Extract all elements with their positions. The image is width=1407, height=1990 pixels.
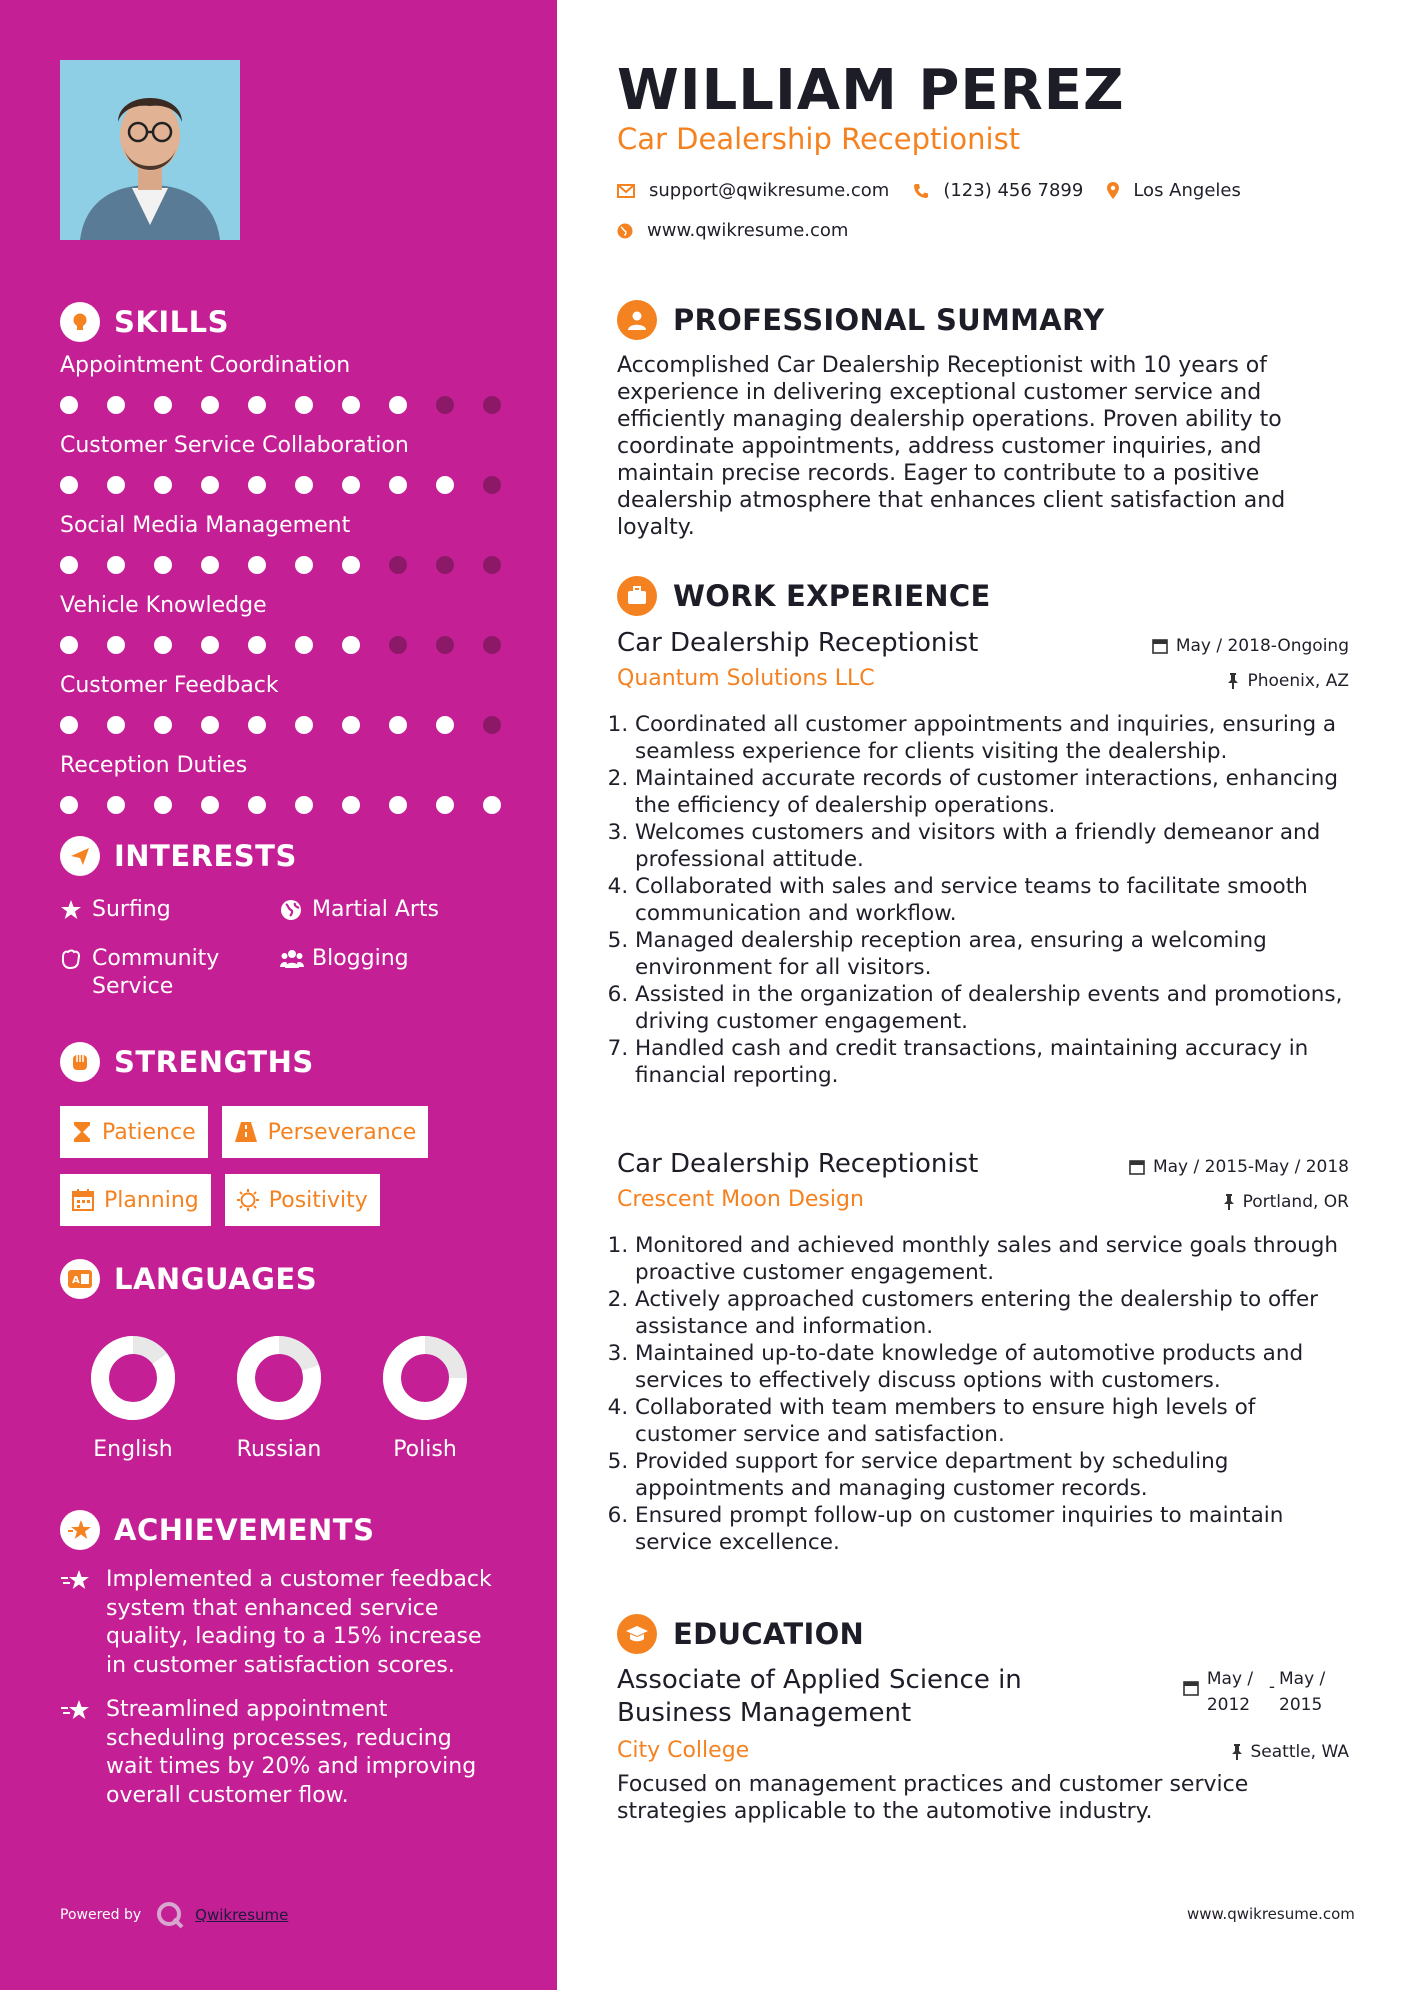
rating-dot-filled [436, 476, 454, 494]
job-location [1227, 671, 1349, 691]
skill-item [60, 512, 530, 574]
job-dates [1129, 1157, 1349, 1177]
rating-dot-filled [60, 396, 78, 414]
contact-location: Los Angeles [1133, 180, 1241, 201]
skills-title: SKILLS [114, 305, 229, 339]
rating-dot-filled [107, 796, 125, 814]
contact-row [617, 180, 1241, 201]
education-start: May / 2012 [1206, 1669, 1254, 1715]
powered-by [60, 1900, 288, 1930]
contact-email[interactable]: support@qwikresume.com [649, 180, 890, 201]
rating-dot-filled [248, 716, 266, 734]
job-company: Crescent Moon Design [617, 1187, 864, 1212]
powered-brand-link[interactable]: Qwikresume [195, 1906, 289, 1924]
pushpin-icon [1227, 673, 1239, 689]
rating-dot-filled [295, 636, 313, 654]
duty-item: 2. Maintained accurate records of customer interactions, enhancing the efficiency of dealership operations. [635, 765, 1349, 819]
rating-dot-filled [389, 796, 407, 814]
rating-dot-filled [107, 556, 125, 574]
rating-dot-filled [436, 796, 454, 814]
rating-dot-filled [436, 716, 454, 734]
rating-dot-empty [389, 556, 407, 574]
language-ring [90, 1335, 176, 1421]
interest-item [280, 896, 500, 929]
rating-dot-filled [389, 396, 407, 414]
language-ring [382, 1335, 468, 1421]
interest-label: Martial Arts [312, 897, 440, 922]
rating-dot-filled [60, 796, 78, 814]
job-title: Car Dealership Receptionist [617, 1149, 979, 1179]
skill-item [60, 752, 530, 814]
language-item [206, 1335, 352, 1462]
duty-item: 4. Collaborated with team members to ensure high levels of customer service and satisfaction. [635, 1394, 1349, 1448]
rating-dot-filled [154, 636, 172, 654]
job-location [1223, 1192, 1349, 1212]
skill-rating [60, 556, 530, 574]
group-icon [280, 945, 312, 978]
rating-dot-filled [342, 396, 360, 414]
job-dates-text: May / 2015-May / 2018 [1152, 1157, 1349, 1177]
duty-item: 2. Actively approached customers entering the dealership to offer assistance and information. [635, 1286, 1349, 1340]
rating-dot-filled [389, 476, 407, 494]
rating-dot-filled [342, 476, 360, 494]
strength-label: Perseverance [267, 1119, 417, 1145]
svg-text:A: A [72, 1275, 80, 1286]
rating-dot-filled [201, 796, 219, 814]
interest-label: Surfing [92, 897, 171, 922]
achievement-item [60, 1566, 500, 1680]
footer-url[interactable]: www.qwikresume.com [1187, 1905, 1355, 1923]
strengths-title: STRENGTHS [114, 1045, 314, 1079]
skill-label: Vehicle Knowledge [60, 593, 267, 618]
rating-dot-filled [295, 716, 313, 734]
strength-tag [60, 1174, 211, 1226]
summary-title: PROFESSIONAL SUMMARY [673, 303, 1105, 337]
skill-label: Appointment Coordination [60, 353, 351, 378]
rating-dot-filled [201, 396, 219, 414]
education-degree: Associate of Applied Science in Business Management [617, 1665, 1022, 1728]
award-star-icon [60, 1510, 100, 1550]
road-icon [234, 1121, 258, 1143]
education-location [1231, 1742, 1350, 1762]
rating-dot-filled [342, 796, 360, 814]
job-entry [617, 628, 1349, 1089]
interest-label: Community Service [92, 946, 220, 999]
strength-tag [222, 1106, 429, 1158]
skill-label: Social Media Management [60, 513, 351, 538]
skill-rating [60, 396, 530, 414]
skill-item [60, 352, 530, 414]
education-header [617, 1614, 864, 1654]
rating-dot-filled [107, 636, 125, 654]
language-label: Polish [393, 1437, 457, 1462]
skill-item [60, 672, 530, 734]
skill-item [60, 432, 530, 494]
rating-dot-filled [154, 716, 172, 734]
duty-item: 5. Provided support for service department by scheduling appointments and managing customer records. [635, 1448, 1349, 1502]
rating-dot-empty [436, 636, 454, 654]
rating-dot-empty [483, 476, 501, 494]
strength-label: Patience [102, 1119, 196, 1145]
calendar-icon [1183, 1680, 1199, 1696]
job-title: Car Dealership Receptionist [617, 628, 979, 658]
achievements-section [60, 1508, 500, 1810]
duty-item: 4. Collaborated with sales and service teams to facilitate smooth communication and workflow. [635, 873, 1349, 927]
phone-icon [913, 183, 929, 199]
languages-title: LANGUAGES [114, 1262, 318, 1296]
rating-dot-filled [248, 636, 266, 654]
interest-item [280, 945, 500, 1001]
rating-dot-filled [483, 796, 501, 814]
lightbulb-icon [60, 302, 100, 342]
graduation-icon [617, 1614, 657, 1654]
rating-dot-filled [60, 716, 78, 734]
rating-dot-filled [154, 476, 172, 494]
rating-dot-filled [201, 556, 219, 574]
interest-label: Blogging [312, 946, 409, 971]
rating-dot-filled [60, 556, 78, 574]
education-end: May / 2015 [1279, 1669, 1326, 1715]
achievements-title: ACHIEVEMENTS [114, 1513, 375, 1547]
globe-icon [280, 896, 312, 929]
duty-item: 1. Monitored and achieved monthly sales and service goals through proactive customer engagement. [635, 1232, 1349, 1286]
qwikresume-logo-icon [155, 1900, 185, 1930]
skill-rating [60, 636, 530, 654]
interest-item [60, 945, 280, 1001]
rating-dot-filled [107, 716, 125, 734]
summary-header [617, 300, 1104, 340]
date-separator: - [1268, 1677, 1275, 1697]
duty-item: 3. Maintained up-to-date knowledge of automotive products and services to effectively discuss options with customers. [635, 1340, 1349, 1394]
shooting-star-icon [60, 1696, 106, 1810]
job-dates [1152, 636, 1349, 656]
job-entry [617, 1149, 1349, 1556]
candidate-role: Car Dealership Receptionist [617, 122, 1021, 156]
duty-item: 6. Assisted in the organization of dealership events and promotions, driving customer engagement. [635, 981, 1349, 1035]
rating-dot-empty [436, 396, 454, 414]
rating-dot-filled [201, 476, 219, 494]
contact-website[interactable]: www.qwikresume.com [647, 220, 849, 241]
rating-dot-filled [107, 396, 125, 414]
achievement-item [60, 1696, 500, 1810]
powered-prefix: Powered by [60, 1907, 142, 1923]
duty-item: 6. Ensured prompt follow-up on customer inquiries to maintain service excellence. [635, 1502, 1349, 1556]
education-title: EDUCATION [673, 1617, 865, 1651]
paper-plane-icon [60, 836, 100, 876]
language-item [352, 1335, 498, 1462]
calendar-icon [72, 1189, 94, 1211]
calendar-icon [1129, 1159, 1145, 1175]
rating-dot-filled [201, 716, 219, 734]
job-company: Quantum Solutions LLC [617, 666, 875, 691]
hourglass-icon [72, 1121, 92, 1143]
job-duties [617, 1232, 1349, 1556]
rating-dot-filled [201, 636, 219, 654]
translate-icon [60, 1259, 100, 1299]
rating-dot-filled [248, 796, 266, 814]
skill-rating [60, 476, 530, 494]
rating-dot-filled [60, 636, 78, 654]
education-entry [617, 1664, 1349, 1825]
rating-dot-filled [342, 636, 360, 654]
skill-rating [60, 796, 530, 814]
strengths-section [60, 1040, 500, 1242]
rating-dot-filled [248, 556, 266, 574]
rating-dot-filled [295, 796, 313, 814]
duty-item: 7. Handled cash and credit transactions, maintaining accuracy in financial reporting. [635, 1035, 1349, 1089]
strength-label: Planning [104, 1187, 199, 1213]
rating-dot-filled [389, 716, 407, 734]
rating-dot-filled [295, 556, 313, 574]
star-icon [60, 896, 92, 929]
sidebar [0, 0, 557, 1990]
interests-section [60, 834, 500, 1001]
briefcase-icon [617, 576, 657, 616]
duty-item: 1. Coordinated all customer appointments and inquiries, ensuring a seamless experience for clients visiting the dealership. [635, 711, 1349, 765]
education-location-text: Seattle, WA [1250, 1742, 1349, 1762]
strength-label: Positivity [268, 1187, 368, 1213]
avatar [60, 60, 240, 240]
language-item [60, 1335, 206, 1462]
achievement-text: Implemented a customer feedback system that enhanced service quality, leading to a 15% increase in customer satisfaction scores. [106, 1567, 492, 1678]
job-dates-text: May / 2018-Ongoing [1175, 636, 1349, 656]
duty-item: 5. Managed dealership reception area, ensuring a welcoming environment for all visitors. [635, 927, 1349, 981]
rating-dot-filled [342, 716, 360, 734]
experience-title: WORK EXPERIENCE [673, 579, 991, 613]
rating-dot-filled [342, 556, 360, 574]
rating-dot-filled [154, 556, 172, 574]
duty-item: 3. Welcomes customers and visitors with a friendly demeanor and professional attitude. [635, 819, 1349, 873]
strength-tag [60, 1106, 208, 1158]
skill-rating [60, 716, 530, 734]
rating-dot-empty [483, 396, 501, 414]
education-school: City College [617, 1738, 750, 1763]
contact-phone[interactable]: (123) 456 7899 [943, 180, 1084, 201]
language-label: Russian [236, 1437, 322, 1462]
fist-icon [60, 1042, 100, 1082]
shooting-star-icon [60, 1566, 106, 1680]
rating-dot-filled [60, 476, 78, 494]
skill-label: Customer Service Collaboration [60, 433, 409, 458]
calendar-icon [1152, 638, 1168, 654]
email-icon [617, 184, 635, 198]
summary-text: Accomplished Car Dealership Receptionist with 10 years of experience in delivering exceptional customer service and efficiently managing dealership operations. Proven ability to coordinate appointments, address customer inquiries, and maintain precise records. Eager to contribute to a positive dealership atmosphere that enhances client satisfaction and loyalty. [617, 353, 1286, 540]
education-description: Focused on management practices and customer service strategies applicable to the automotive industry. [617, 1772, 1249, 1824]
skill-label: Customer Feedback [60, 673, 279, 698]
job-location-text: Portland, OR [1242, 1192, 1349, 1212]
skill-label: Reception Duties [60, 753, 248, 778]
education-dates [1183, 1666, 1335, 1718]
rating-dot-filled [248, 476, 266, 494]
language-ring [236, 1335, 322, 1421]
user-icon [617, 300, 657, 340]
skills-section [60, 300, 530, 814]
rating-dot-empty [483, 556, 501, 574]
rating-dot-empty [483, 716, 501, 734]
strength-tag [225, 1174, 380, 1226]
rating-dot-filled [295, 476, 313, 494]
rating-dot-empty [483, 636, 501, 654]
profile-photo [60, 60, 240, 240]
interests-title: INTERESTS [114, 839, 297, 873]
pushpin-icon [1223, 1194, 1235, 1210]
website-row [617, 220, 848, 241]
languages-section [60, 1257, 498, 1462]
achievement-text: Streamlined appointment scheduling processes, reducing wait times by 20% and improving overall customer flow. [106, 1697, 477, 1808]
sun-icon [237, 1189, 259, 1211]
hand-icon [60, 945, 92, 978]
experience-header [617, 576, 991, 616]
rating-dot-filled [248, 396, 266, 414]
globe-icon [617, 223, 633, 239]
rating-dot-filled [107, 476, 125, 494]
rating-dot-filled [154, 396, 172, 414]
candidate-name: WILLIAM PEREZ [617, 58, 1125, 123]
job-duties [617, 711, 1349, 1089]
interest-item [60, 896, 280, 929]
language-label: English [93, 1437, 173, 1462]
rating-dot-filled [295, 396, 313, 414]
rating-dot-empty [436, 556, 454, 574]
job-location-text: Phoenix, AZ [1247, 671, 1349, 691]
pushpin-icon [1231, 1744, 1243, 1760]
map-pin-icon [1107, 182, 1119, 199]
rating-dot-empty [389, 636, 407, 654]
skill-item [60, 592, 530, 654]
rating-dot-filled [154, 796, 172, 814]
